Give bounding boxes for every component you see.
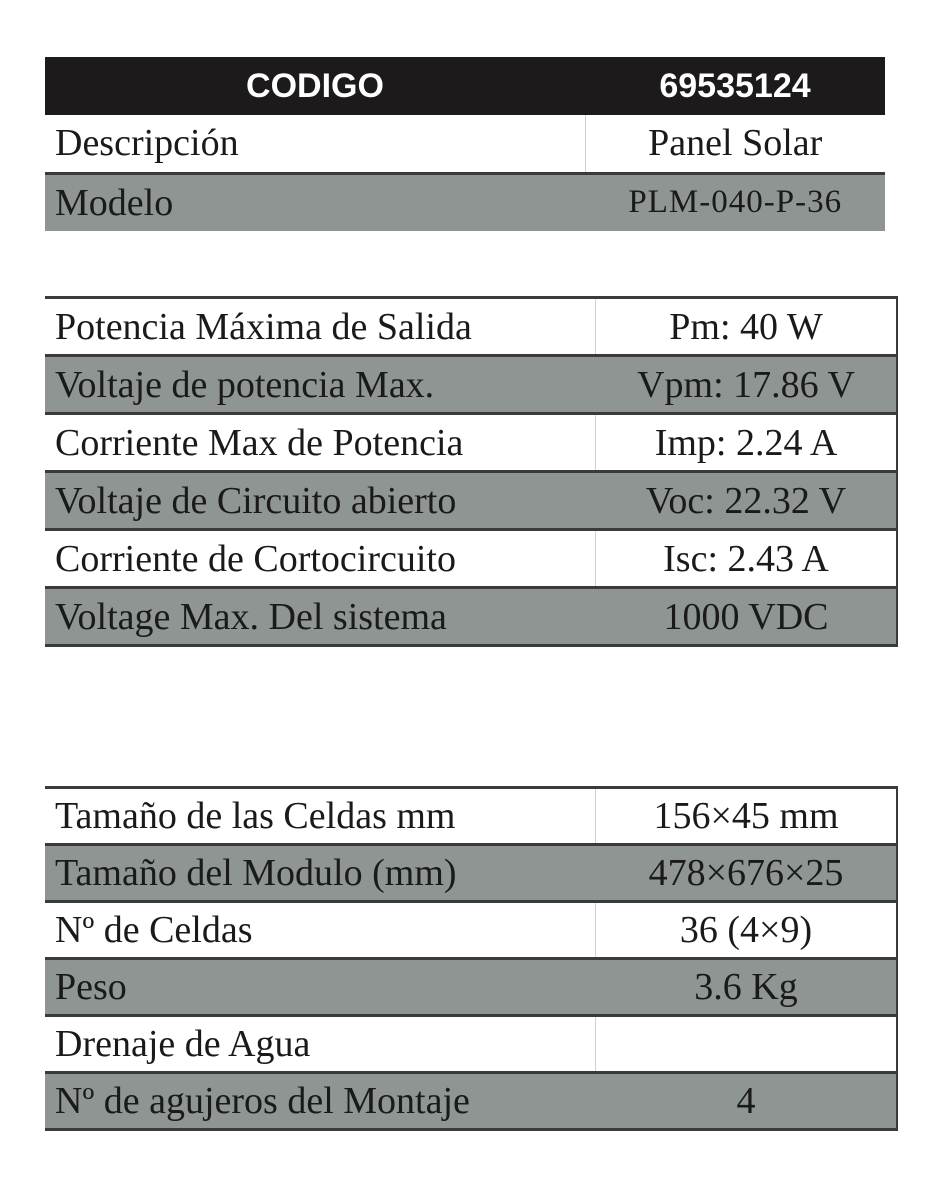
spec-label: Potencia Máxima de Salida bbox=[45, 298, 596, 356]
description-row bbox=[45, 115, 885, 173]
spec-value: Isc: 2.43 A bbox=[596, 530, 898, 588]
spec-row bbox=[45, 902, 897, 959]
model-value: PLM-040-P-36 bbox=[585, 173, 885, 231]
code-label: CODIGO bbox=[45, 57, 585, 115]
spec-label: Nº de Celdas bbox=[45, 902, 596, 959]
code-row bbox=[45, 57, 885, 115]
model-label: Modelo bbox=[45, 173, 585, 231]
spec-label: Nº de agujeros del Montaje bbox=[45, 1073, 596, 1130]
spec-row bbox=[45, 588, 897, 646]
description-label: Descripción bbox=[45, 115, 585, 173]
spec-value: 3.6 Kg bbox=[596, 959, 898, 1016]
spec-value: Voc: 22.32 V bbox=[596, 472, 898, 530]
spec-value: 36 (4×9) bbox=[596, 902, 898, 959]
product-id-table bbox=[45, 57, 885, 231]
spec-row bbox=[45, 1073, 897, 1130]
spec-value: 4 bbox=[596, 1073, 898, 1130]
spec-row bbox=[45, 530, 897, 588]
spec-row bbox=[45, 472, 897, 530]
spec-value: Pm: 40 W bbox=[596, 298, 898, 356]
spec-row bbox=[45, 959, 897, 1016]
spec-label: Drenaje de Agua bbox=[45, 1016, 596, 1073]
model-row bbox=[45, 173, 885, 231]
spec-value: 478×676×25 bbox=[596, 845, 898, 902]
spec-value: 156×45 mm bbox=[596, 788, 898, 845]
spec-row bbox=[45, 356, 897, 414]
spec-value: Vpm: 17.86 V bbox=[596, 356, 898, 414]
spec-value: Imp: 2.24 A bbox=[596, 414, 898, 472]
spec-label: Corriente Max de Potencia bbox=[45, 414, 596, 472]
spec-value bbox=[596, 1016, 898, 1073]
spec-row bbox=[45, 788, 897, 845]
spec-label: Corriente de Cortocircuito bbox=[45, 530, 596, 588]
spec-label: Voltage Max. Del sistema bbox=[45, 588, 596, 646]
spec-row bbox=[45, 845, 897, 902]
code-value: 69535124 bbox=[585, 57, 885, 115]
spec-value: 1000 VDC bbox=[596, 588, 898, 646]
spec-label: Voltaje de Circuito abierto bbox=[45, 472, 596, 530]
spec-label: Voltaje de potencia Max. bbox=[45, 356, 596, 414]
spec-row bbox=[45, 414, 897, 472]
spec-row bbox=[45, 298, 897, 356]
spec-label: Tamaño de las Celdas mm bbox=[45, 788, 596, 845]
mechanical-specs-table bbox=[45, 786, 898, 1131]
spec-row bbox=[45, 1016, 897, 1073]
spec-label: Peso bbox=[45, 959, 596, 1016]
electrical-specs-table bbox=[45, 296, 898, 647]
spec-label: Tamaño del Modulo (mm) bbox=[45, 845, 596, 902]
description-value: Panel Solar bbox=[585, 115, 885, 173]
